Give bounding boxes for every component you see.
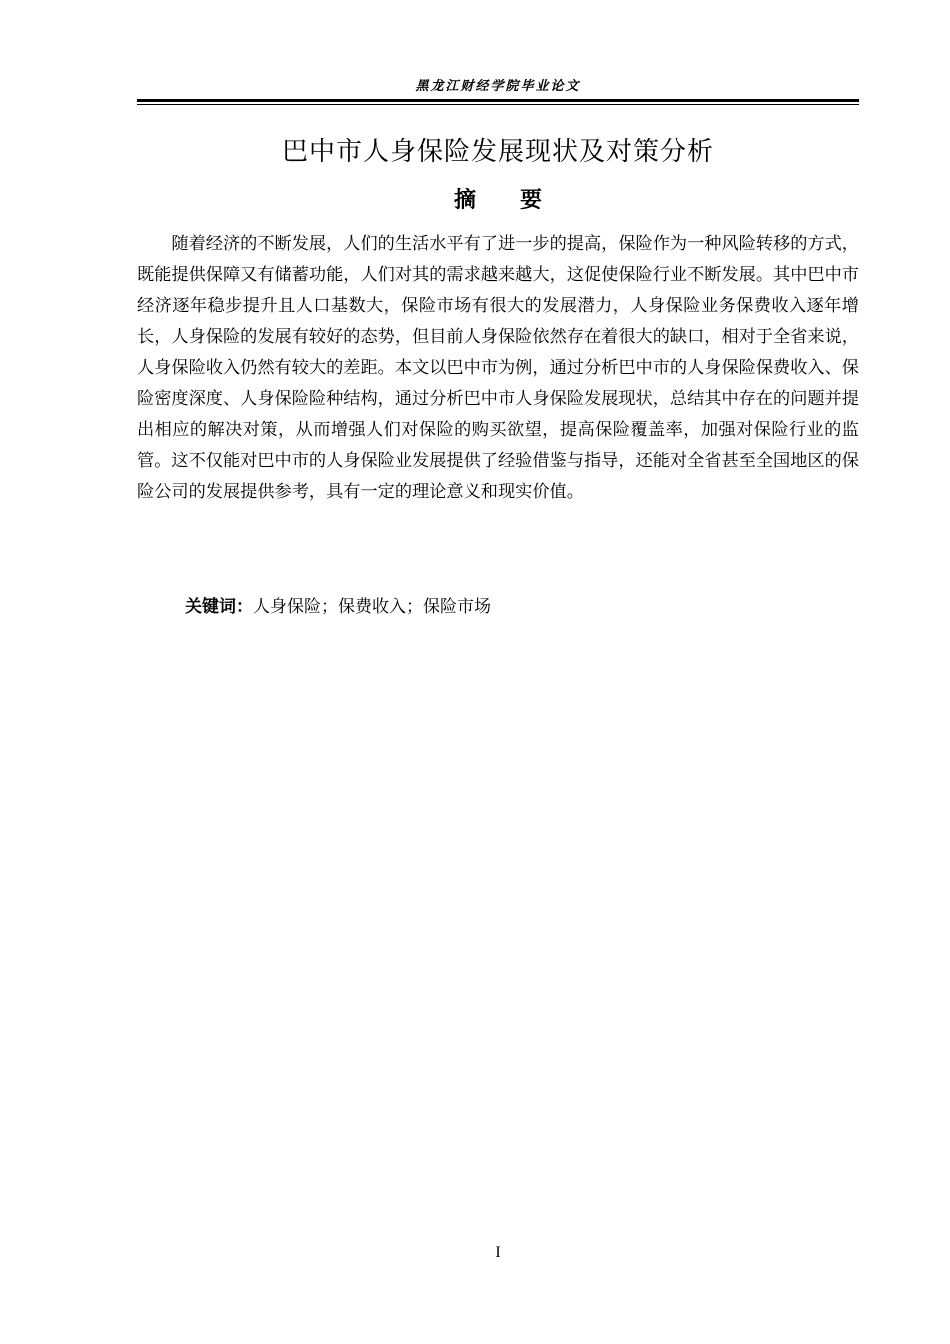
- abstract-body: 随着经济的不断发展，人们的生活水平有了进一步的提高，保险作为一种风险转移的方式，既能提供保障又有储蓄功能，人们对其的需求越来越大，这促使保险行业不断发展。其中巴中市经济逐年稳步提升且人口基数大，保险市场有很大的发展潜力，人身保险业务保费收入逐年增长，人身保险的发展有较好的态势，但目前人身保险依然存在着很大的缺口，相对于全省来说，人身保险收入仍然有较大的差距。本文以巴中市为例，通过分析巴中市的人身保险保费收入、保险密度深度、人身保险险种结构，通过分析巴中市人身保险发展现状，总结其中存在的问题并提出相应的解决对策，从而增强人们对保险的购买欲望，提高保险覆盖率，加强对保险行业的监管。这不仅能对巴中市的人身保险业发展提供了经验借鉴与指导，还能对全省甚至全国地区的保险公司的发展提供参考，具有一定的理论意义和现实价值。: [137, 234, 859, 502]
- keywords-label: 关键词：: [185, 597, 253, 617]
- abstract-heading-right: 要: [520, 188, 543, 213]
- abstract-heading: [137, 184, 859, 218]
- keywords-items: 人身保险；保费收入；保险市场: [253, 597, 491, 617]
- header-rule-thin: [137, 104, 859, 105]
- document-title: 巴中市人身保险发展现状及对策分析: [281, 137, 714, 167]
- running-header: 黑龙江财经学院毕业论文: [415, 79, 581, 94]
- abstract-heading-left: 摘: [453, 188, 476, 213]
- page-number: I: [495, 1244, 501, 1261]
- keywords-line: [185, 592, 859, 622]
- header-rule-thick: [137, 99, 859, 102]
